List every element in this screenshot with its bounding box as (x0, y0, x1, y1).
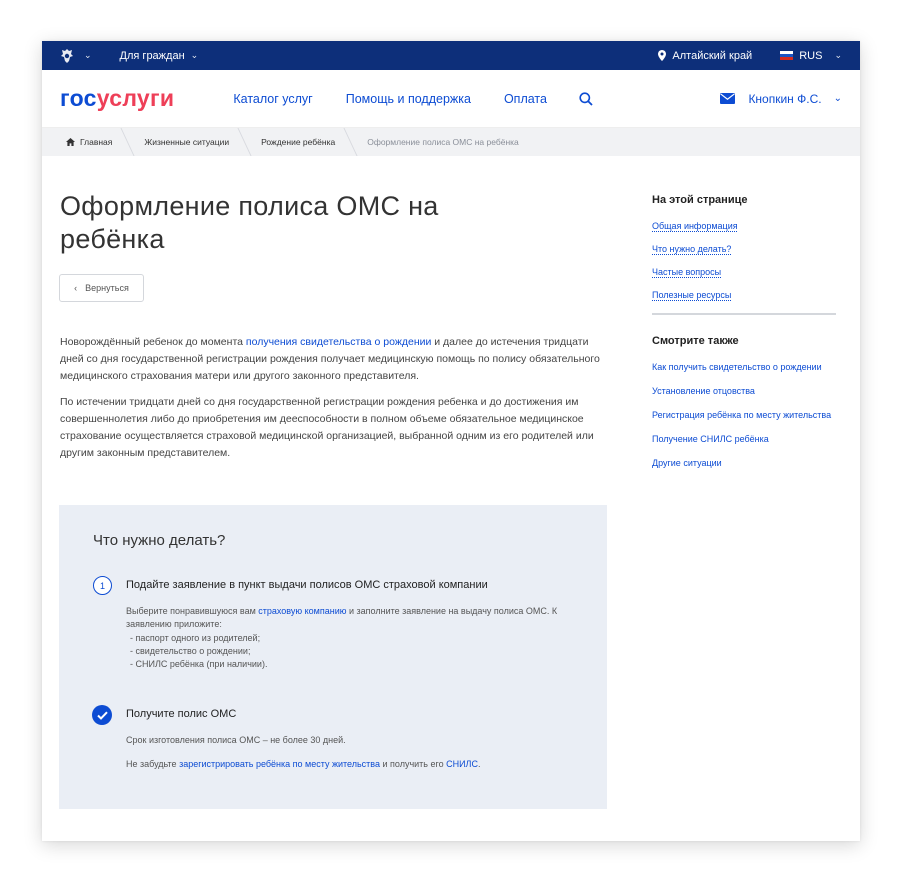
toc-item[interactable]: Частые вопросы (652, 267, 722, 277)
sidebar (652, 194, 837, 482)
breadcrumb-life-situations[interactable]: Жизненные ситуации (128, 128, 245, 156)
breadcrumb (42, 128, 860, 156)
snils-link[interactable]: СНИЛС (446, 759, 478, 769)
list-item: - паспорт одного из родителей; (130, 632, 261, 643)
step2-title: Получите полис ОМС (126, 708, 237, 720)
breadcrumb-current: Оформление полиса ОМС на ребёнка (367, 137, 519, 147)
citizens-menu[interactable] (120, 50, 199, 62)
chevron-down-icon[interactable]: ⌄ (84, 50, 92, 60)
logo-part-uslugi: услуги (96, 85, 175, 111)
step-number-badge: 1 (93, 576, 112, 595)
chevron-left-icon: ‹ (74, 283, 78, 293)
location-pin-icon (658, 50, 666, 61)
main-nav (233, 92, 547, 106)
list-item: - свидетельство о рождении; (130, 645, 251, 656)
intro-text-a: Новорождённый ребенок до момента (60, 336, 246, 348)
insurance-company-link[interactable]: страховую компанию (258, 606, 347, 616)
step2-line2 (126, 758, 576, 771)
breadcrumb-birth[interactable]: Рождение ребёнка (245, 128, 351, 156)
search-icon[interactable] (579, 92, 593, 106)
see-also-item[interactable]: Установление отцовства (652, 386, 755, 396)
see-also-list (652, 362, 837, 468)
breadcrumb-home[interactable] (66, 128, 128, 156)
register-residence-link[interactable]: зарегистрировать ребёнка по месту жительства (179, 759, 380, 769)
gosuslugi-logo[interactable] (60, 85, 174, 112)
main-header (42, 70, 860, 128)
toc-heading: На этой странице (652, 194, 748, 206)
sidebar-divider (652, 313, 836, 315)
back-button[interactable] (59, 274, 144, 302)
what-to-do-panel (59, 505, 607, 809)
checkmark-icon (92, 705, 112, 725)
toc-item[interactable]: Общая информация (652, 221, 738, 231)
toc-item[interactable]: Что нужно делать? (652, 244, 732, 254)
step1-text (126, 605, 576, 671)
step2-line1: Срок изготовления полиса ОМС – не более 30 дней. (126, 735, 346, 745)
birth-certificate-link[interactable]: получения свидетельства о рождении (245, 336, 432, 348)
nav-help[interactable]: Помощь и поддержка (345, 91, 471, 106)
see-also-heading: Смотрите также (652, 335, 739, 347)
see-also-item[interactable]: Другие ситуации (652, 458, 722, 468)
see-also-item[interactable]: Регистрация ребёнка по месту жительства (652, 410, 832, 420)
language-selector[interactable] (780, 50, 842, 62)
page-content (42, 156, 860, 841)
nav-catalog[interactable]: Каталог услуг (233, 91, 313, 106)
emblem-icon[interactable] (56, 45, 78, 67)
region-label: Алтайский край (672, 49, 753, 62)
intro-text-b: и далее до истечения тридцати дней со дня государственной регистрации рождения получает медицинскую помощь по полису обязательного медицинского страхования матери или другого законного представителя. (60, 336, 600, 382)
chevron-down-icon: ⌄ (834, 50, 842, 60)
step1-title: Подайте заявление в пункт выдачи полисов ОМС страховой компании (126, 579, 488, 591)
browser-page (42, 41, 860, 841)
user-name: Кнопкин Ф.С. (748, 91, 822, 106)
list-item: - СНИЛС ребёнка (при наличии). (130, 659, 268, 670)
page-title: Оформление полиса ОМС на ребёнка (60, 191, 439, 254)
step2-text-a: Не забудьте (126, 759, 180, 769)
see-also-item[interactable]: Получение СНИЛС ребёнка (652, 434, 769, 444)
what-to-do-heading: Что нужно делать? (93, 532, 226, 549)
user-menu[interactable] (720, 92, 842, 106)
step1-text-b: и заполните заявление на выдачу полиса ОМС. К заявлению приложите: (126, 606, 558, 630)
step1-text-a: Выберите понравившуюся вам (126, 606, 259, 616)
home-icon (66, 138, 75, 146)
back-label: Вернуться (85, 283, 129, 293)
chevron-down-icon: ⌄ (833, 93, 842, 104)
breadcrumb-home-label: Главная (80, 137, 113, 147)
toc-list (652, 221, 837, 300)
logo-part-gos: гос (60, 85, 97, 111)
details-paragraph: По истечении тридцати дней со дня государственной регистрации рождения ребенка и до достижения им совершеннолетия либо до приобретения им дееспособности в полном объеме обязательное медицинское страхование осуществляется страховой медицинской организацией, выбранной одним из его родителей или другим законным представителем. (60, 396, 594, 459)
step2-text-c: . (477, 759, 481, 769)
see-also-item[interactable]: Как получить свидетельство о рождении (652, 362, 822, 372)
region-selector[interactable] (658, 50, 752, 62)
mail-icon[interactable] (720, 93, 735, 104)
nav-payment[interactable]: Оплата (503, 91, 547, 106)
intro-paragraph (60, 334, 608, 385)
citizens-label: Для граждан (119, 49, 185, 62)
step2-text-b: и получить его (379, 759, 447, 769)
top-bar (42, 41, 860, 70)
toc-item[interactable]: Полезные ресурсы (652, 290, 732, 300)
lang-label: RUS (799, 49, 823, 62)
flag-icon (780, 51, 793, 60)
chevron-down-icon: ⌄ (190, 50, 199, 60)
